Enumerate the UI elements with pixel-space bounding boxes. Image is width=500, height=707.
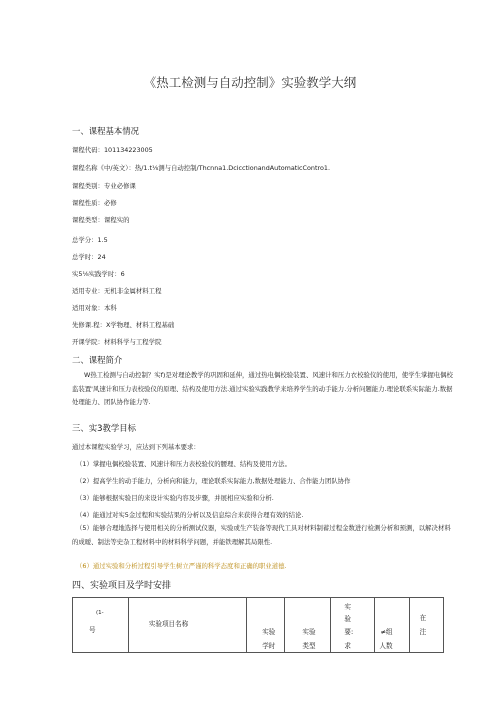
course-name: 课程名称《中/英文）：热/1.t⅛测与自动控制/Thcnna1.DcicctionandAutomaticContro1.	[72, 164, 330, 172]
section1-heading: 一、课程基本情况	[72, 126, 139, 136]
section3-heading: 三、实3教学目标	[72, 423, 136, 433]
header-text: 要:	[344, 628, 354, 636]
course-type: 课程类型：课程实的	[72, 216, 130, 224]
objective-item: （5）能够合理地选择与使用相关的分析测试仪器，实验或生产装备等现代工具对材料制蓄过程金数进行检测分析和预测，以解决材料的成暧、制法等史杂工程材料中的材料科学问题，并能铁理解其局限性.	[72, 524, 451, 546]
prerequisite-courses: 先修课.程：X学物理、材料工程基础	[72, 321, 175, 329]
objective-item: （2）提高学生的动手能力，分析向和能力，理论联系实际能力,数据处理能力、合作能力团队协作	[76, 477, 351, 485]
header-text: (1-	[96, 610, 104, 616]
header-text: 实	[344, 603, 351, 611]
header-cell-number	[73, 598, 129, 653]
header-text: 实验	[302, 628, 316, 636]
objective-item: （3）能够根据实验目的来设计实验内容及步骤，并展相应实验和分析.	[76, 494, 274, 502]
applicable-audience: 适用对象：本科	[72, 304, 117, 312]
page-title: 《热工检测与自动控制》实验教学大纲	[143, 75, 357, 90]
course-category: 课程类别：专业必修课	[72, 182, 136, 190]
section4-heading: 四、实验项目及学时安排	[72, 581, 172, 591]
header-text: 在	[419, 614, 427, 622]
header-cell-remarks	[409, 598, 443, 653]
header-text: 实验项目名称	[148, 620, 189, 628]
section2-heading: 二、课程简介	[72, 355, 123, 365]
total-credits: 总学分：1.5	[72, 236, 108, 244]
header-cell-requirement	[331, 598, 375, 653]
applicable-major: 适用专业：无机非金属材料工程	[72, 287, 162, 295]
header-text: 号	[89, 626, 96, 634]
course-nature: 课程性质：必修	[72, 199, 117, 207]
header-text: 人数	[379, 642, 393, 650]
objective-item: （4）能通过对实5金过程和实验结果的分析以及信息综合来获得合理有效的结论.	[76, 511, 304, 519]
course-intro-paragraph: W热工检测与自动控制？实f)是对理论教学的巩固和延伸，通过热电偶校验装置、风速计和压力衣校验仪的使用，使学生掌握电偶校监装置'风速计和压力表校验仪的原理、结构及使用方法.通过实验实践教学来培养学生的动手能力.分析问题能力.理论联系实际能力.数据处理能力、团队协作能力等.	[72, 371, 453, 406]
table-header-row	[73, 598, 444, 653]
objective-item: （6）通过实验和分析过程引导学生树立严谨的科学态度和正确的职业道德.	[76, 562, 287, 570]
total-hours: 总学时：24	[72, 253, 106, 261]
header-cell-name	[128, 598, 246, 653]
header-text: 验	[344, 615, 351, 623]
objective-item: （1）掌握电偶校验装置、风速计和压力表校验仪的腰理、结构及使用方法。	[76, 460, 291, 468]
header-text: 类型	[302, 642, 316, 650]
course-code: 课程代码：101134223005	[72, 146, 153, 154]
header-text: 注	[419, 628, 427, 636]
header-text: ≠组	[380, 628, 393, 636]
header-cell-group-size	[375, 598, 409, 653]
header-cell-hours	[247, 598, 285, 653]
header-text: 实验	[262, 628, 276, 636]
objectives-intro: 通过本课程实验学习，应达到下列基本要求：	[72, 443, 200, 451]
header-cell-type	[285, 598, 331, 653]
lab-hours: 实5⅛实践学时：6	[72, 270, 125, 278]
header-text: 求	[344, 642, 351, 650]
header-text: 学时	[262, 642, 276, 650]
offering-college: 开课学院：材料科学与工程学院	[72, 338, 162, 346]
experiment-schedule-table	[72, 597, 444, 653]
